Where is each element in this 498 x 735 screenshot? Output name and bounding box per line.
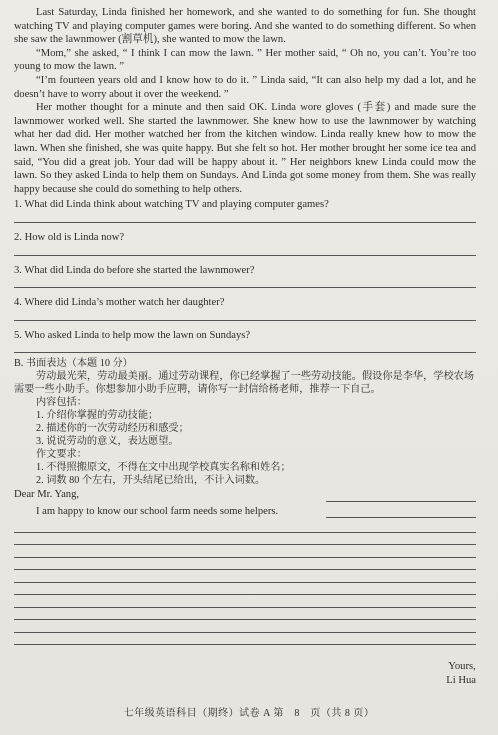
question-text: 1. What did Linda think about watching TV and playing computer games?: [14, 199, 329, 211]
answer-line[interactable]: [14, 583, 476, 596]
question-text: 3. What did Linda do before she started the lawnmower?: [14, 264, 255, 276]
question-item: [14, 329, 476, 354]
question-item: [14, 296, 476, 321]
requirement-item: 2. 词数 80 个左右，开头结尾已给出，不计入词数。: [36, 475, 266, 487]
writing-section: [14, 357, 476, 487]
question-item: [14, 231, 476, 256]
page-footer: 七年级英语科目（期终）试卷 A 第 8 页（共 8 页）: [123, 708, 375, 720]
passage-paragraph: “I’m fourteen years old and I know how to do it. ” Linda said, “It can also help my dad a lot, and he doesn’t have to worry about it over the weekend. ”: [14, 74, 476, 100]
answer-line[interactable]: [14, 520, 476, 533]
question-text: 2. How old is Linda now?: [14, 231, 125, 243]
letter-signature: Li Hua: [446, 674, 476, 686]
answer-line[interactable]: [14, 595, 476, 608]
answer-line[interactable]: [14, 633, 476, 646]
passage-paragraph: “Mom,” she asked, “ I think I can mow the lawn. ” Her mother said, “ Oh no, you can’t. You’re too young to mow the lawn. ”: [14, 47, 476, 73]
requirement-item: 1. 不得照搬原文，不得在文中出现学校真实名称和姓名；: [36, 462, 291, 474]
answer-line[interactable]: [14, 558, 476, 571]
opening-row: [14, 505, 476, 519]
questions-section: [14, 198, 476, 353]
answer-line[interactable]: [14, 545, 476, 558]
answer-line[interactable]: [14, 608, 476, 621]
letter-greeting: Dear Mr. Yang,: [14, 489, 80, 501]
writing-lines[interactable]: [14, 520, 476, 645]
reading-passage: [14, 6, 476, 196]
answer-line[interactable]: [14, 310, 476, 321]
answer-line[interactable]: [14, 533, 476, 546]
content-title: 内容包括：: [36, 397, 87, 409]
content-item: 1. 介绍你掌握的劳动技能；: [36, 410, 159, 422]
letter-signoff: [446, 660, 476, 687]
passage-paragraph: Last Saturday, Linda finished her homework, and she wanted to do something for fun. She thought watching TV and playing computer games were boring. And she wanted to do something different. So when she saw the lawnmower (割草机), she wanted to mow the lawn.: [14, 7, 476, 46]
answer-line[interactable]: [14, 620, 476, 633]
question-text: 5. Who asked Linda to help mow the lawn on Sundays?: [14, 329, 251, 341]
letter-area: [14, 488, 476, 645]
answer-line[interactable]: [14, 570, 476, 583]
writing-header: B. 书面表达（本题 10 分）: [14, 358, 133, 370]
answer-line[interactable]: [14, 342, 476, 353]
content-item: 2. 描述你的一次劳动经历和感受；: [36, 423, 189, 435]
letter-opening: I am happy to know our school farm needs some helpers.: [36, 505, 279, 517]
question-item: [14, 264, 476, 289]
requirements-title: 作文要求：: [36, 449, 87, 461]
passage-paragraph: Her mother thought for a minute and then said OK. Linda wore gloves (手套) and made sure the lawnmower worked well. She started the lawnmower. She knew how to use the lawnmower by watching what her dad did. Her mother watched her from the kitchen window. Linda really knew how to mow the lawn. When she finished, she was quite happy. But she felt so hot. Her mother brought her some ice tea and said, “You did a great job. Your dad will be happy about it. ” Her neighbors knew Linda could mow the lawn. So they asked Linda to help them on Sundays. And Linda got some money from them. She was really happy because she could do something to help others.: [14, 102, 476, 195]
question-text: 4. Where did Linda’s mother watch her daughter?: [14, 297, 225, 309]
answer-line[interactable]: [14, 245, 476, 256]
letter-closing: Yours,: [448, 661, 476, 672]
answer-line[interactable]: [326, 517, 476, 518]
answer-line[interactable]: [14, 277, 476, 288]
answer-line[interactable]: [14, 212, 476, 223]
content-item: 3. 说说劳动的意义，表达愿望。: [36, 436, 179, 448]
answer-line[interactable]: [326, 501, 476, 502]
writing-prompt: 劳动最光荣，劳动最美丽。通过劳动课程，你已经掌握了一些劳动技能。假设你是李华，学校农场需要一些小助手。你想参加小助手应聘，请你写一封信给杨老师，推荐一下自己。: [14, 371, 475, 396]
question-item: [14, 198, 476, 223]
greeting-row: [14, 488, 476, 502]
